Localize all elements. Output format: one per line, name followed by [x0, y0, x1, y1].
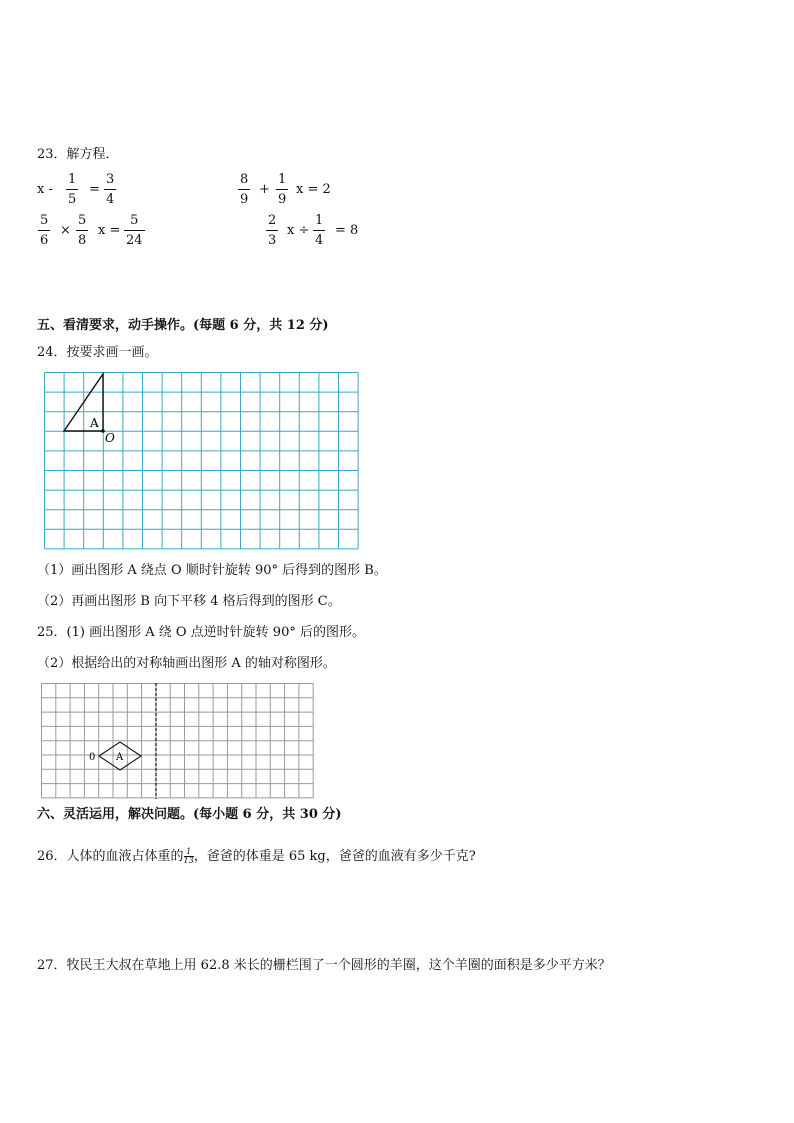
eq3-frac2: 5 8 — [78, 213, 87, 248]
eq1-frac2: 3 4 — [106, 172, 115, 207]
eq2-tail: x = 2 — [296, 182, 331, 197]
eq3-frac1: 5 6 — [40, 213, 49, 248]
q23-title: 23．解方程． — [37, 147, 119, 162]
q24-step-2: （2）再画出图形 B 向下平移 4 格后得到的图形 C。 — [37, 594, 341, 609]
eq2-frac1: 8 9 — [240, 172, 249, 207]
q25-step-1: 25．(1) 画出图形 A 绕 O 点逆时针旋转 90° 后的图形。 — [37, 625, 365, 640]
q27-text: 27．牧民王大叔在草地上用 62.8 米长的栅栏围了一个圆形的羊圈，这个羊圈的面积是多少平方米？ — [37, 958, 611, 973]
q26-text — [37, 848, 476, 865]
eq1-equals: = — [89, 182, 100, 197]
eq3-frac3: 5 24 — [126, 213, 143, 248]
q25-grid-figure — [41, 683, 315, 801]
q25-label-a: A — [116, 752, 124, 763]
eq1-lead: x - — [37, 182, 53, 197]
q25-label-o: 0 — [89, 752, 96, 763]
section-5-heading: 五、看清要求，动手操作。(每题 6 分，共 12 分) — [37, 318, 329, 333]
eq4-frac1: 2 3 — [268, 213, 277, 248]
section-6-heading: 六、灵活运用，解决问题。(每小题 6 分，共 30 分) — [37, 807, 342, 822]
eq2-frac2: 1 9 — [278, 172, 287, 207]
eq3-mid: x = — [98, 223, 121, 238]
eq3-times: × — [60, 223, 71, 238]
q26-fraction: $\frac{1}{13}$ — [183, 847, 194, 865]
q26-post: ，爸爸的体重是 65 kg，爸爸的血液有多少千克? — [193, 849, 476, 864]
q24-grid-figure — [44, 372, 360, 550]
q26-pre: 26．人体的血液占体重的 — [37, 849, 184, 864]
eq4-mid: x ÷ — [287, 223, 310, 238]
q24-title: 24．按要求画一画。 — [37, 345, 158, 360]
q25-step-2: （2）根据给出的对称轴画出图形 A 的轴对称图形。 — [37, 656, 336, 671]
q24-step-1: （1）画出图形 A 绕点 O 顺时针旋转 90° 后得到的图形 B。 — [37, 563, 387, 578]
eq4-tail: = 8 — [335, 223, 359, 238]
eq2-plus: + — [259, 182, 270, 197]
q24-grid-lines — [45, 373, 359, 549]
eq1-frac1: 1 5 — [68, 172, 77, 207]
q24-label-a: A — [90, 416, 99, 430]
eq4-frac2: 1 4 — [315, 213, 324, 248]
q25-grid-lines — [42, 684, 314, 798]
q24-label-o: O — [105, 431, 115, 445]
